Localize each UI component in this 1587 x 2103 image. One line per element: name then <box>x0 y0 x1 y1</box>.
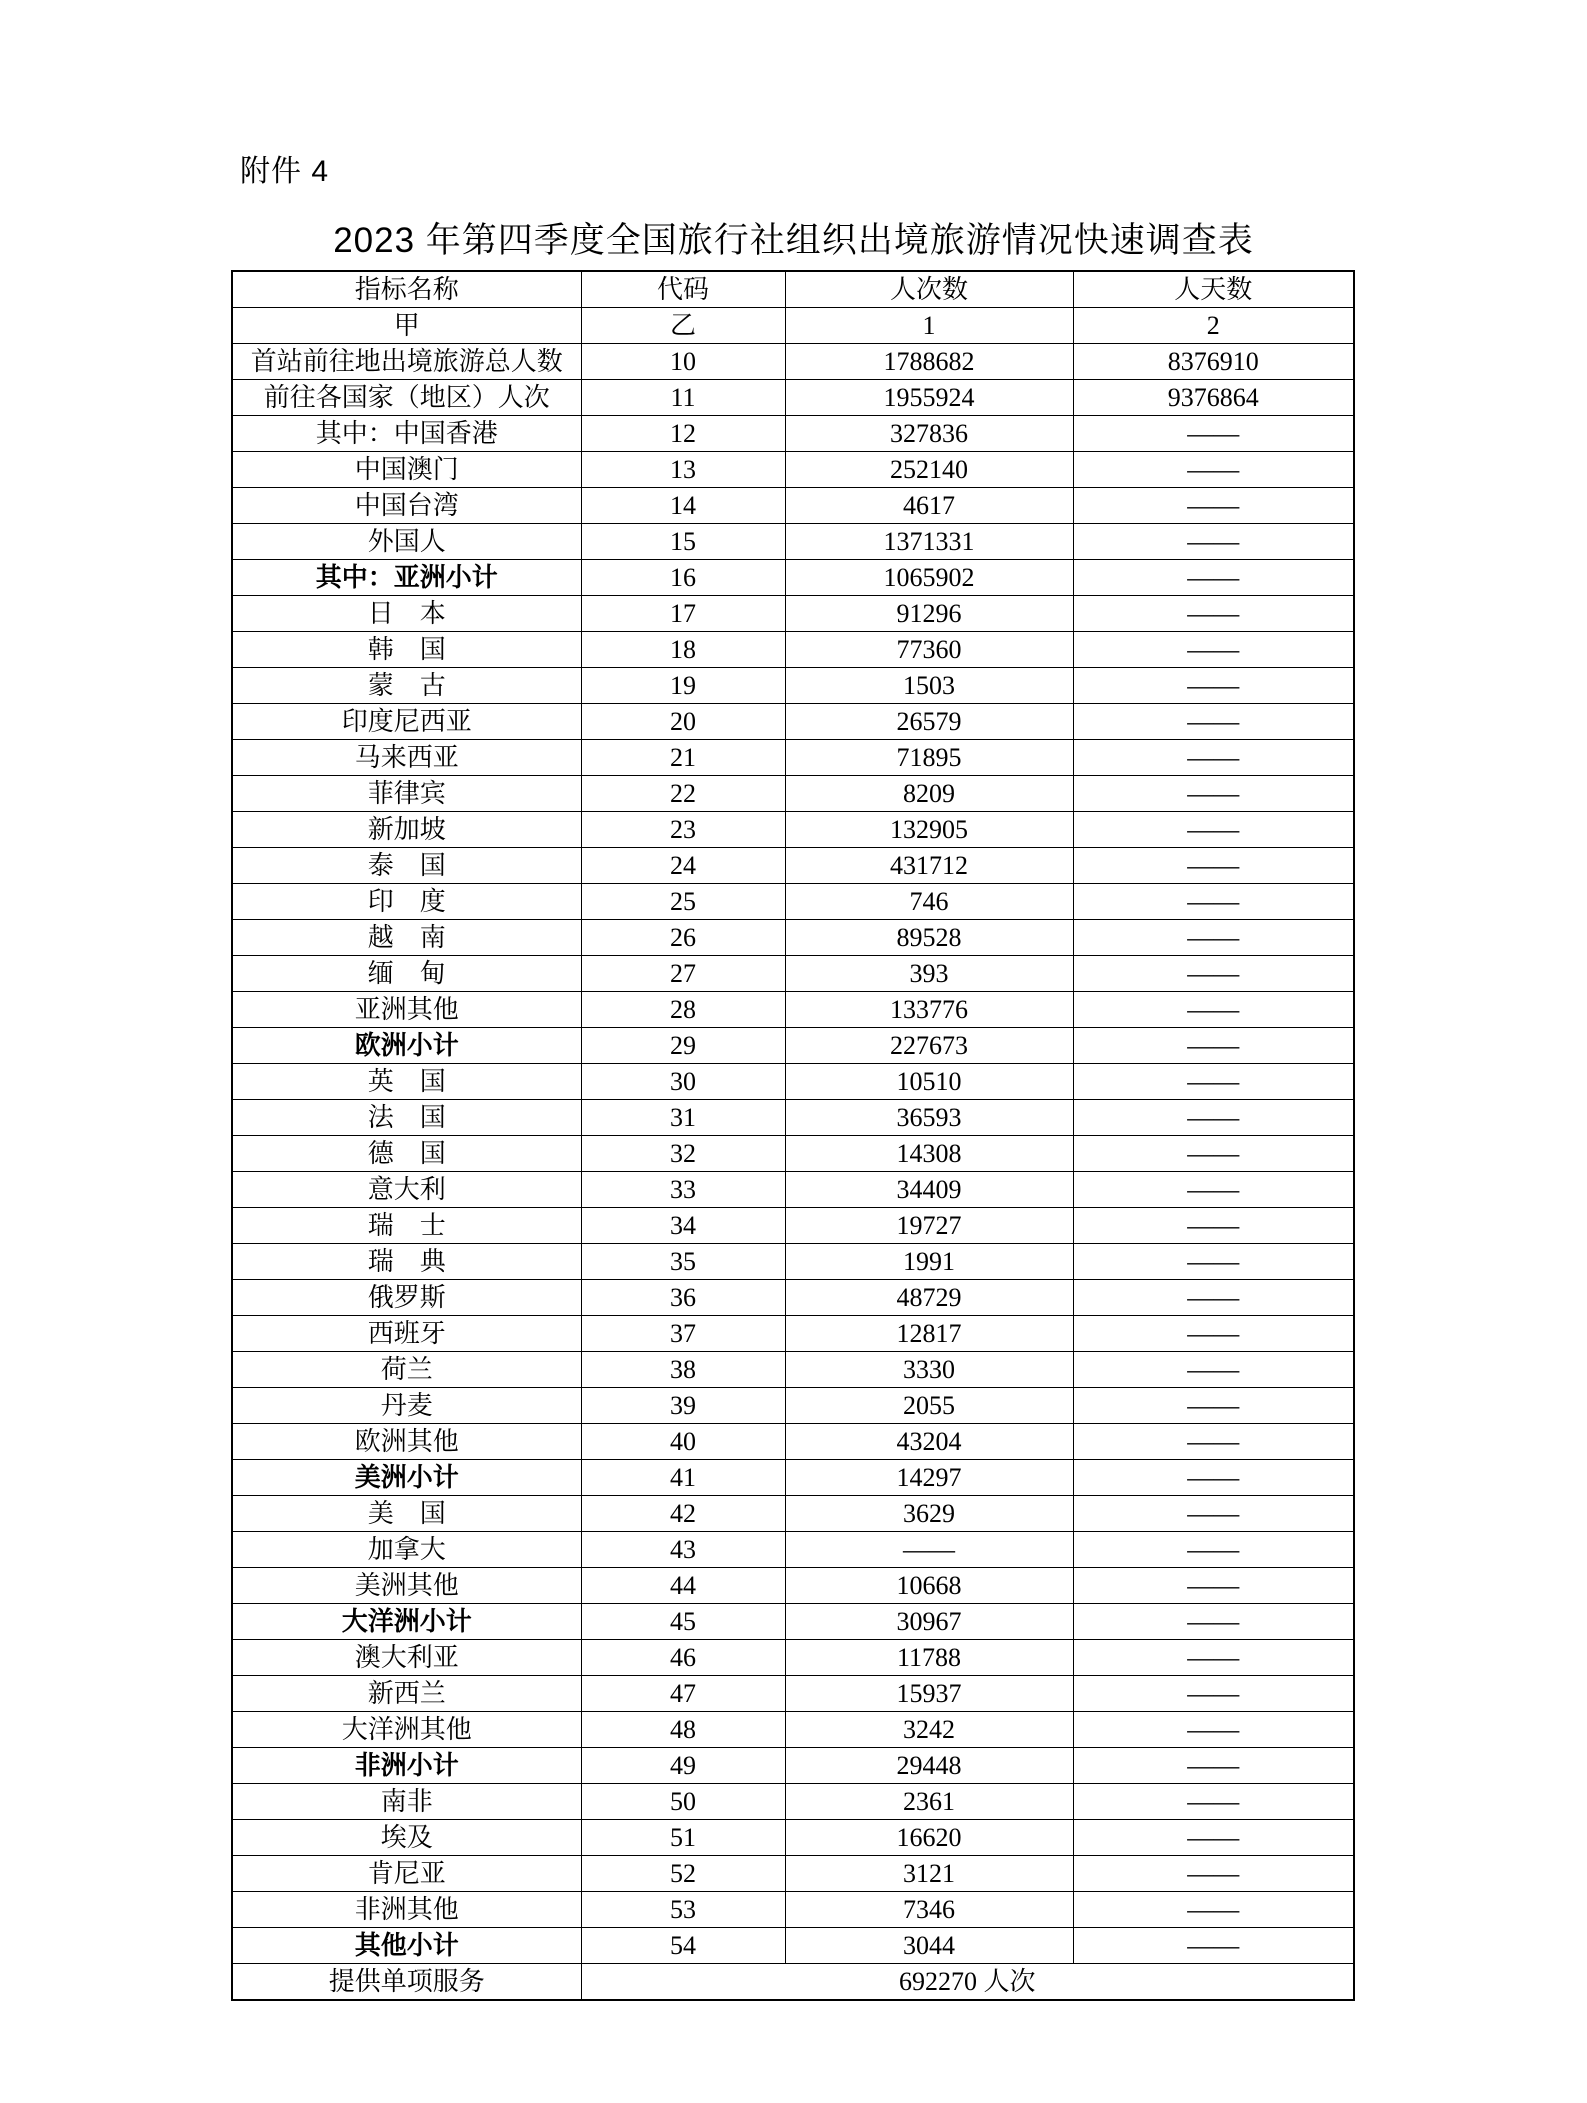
days-cell: —— <box>1073 1208 1354 1244</box>
header-row <box>232 271 1354 308</box>
code-cell: 10 <box>581 344 785 380</box>
indicator-name-cell: 欧洲其他 <box>232 1424 581 1460</box>
code-cell: 21 <box>581 740 785 776</box>
days-cell: —— <box>1073 1244 1354 1280</box>
trips-cell: 2055 <box>785 1388 1073 1424</box>
table-row <box>232 1208 1354 1244</box>
indicator-name-cell: 蒙 古 <box>232 668 581 704</box>
trips-cell: 133776 <box>785 992 1073 1028</box>
code-cell: 36 <box>581 1280 785 1316</box>
trips-cell: 1371331 <box>785 524 1073 560</box>
indicator-name-cell: 其中：亚洲小计 <box>232 560 581 596</box>
trips-cell: 30967 <box>785 1604 1073 1640</box>
days-cell: —— <box>1073 1496 1354 1532</box>
indicator-name-cell: 意大利 <box>232 1172 581 1208</box>
table-row <box>232 1748 1354 1784</box>
days-cell: —— <box>1073 560 1354 596</box>
trips-cell: 132905 <box>785 812 1073 848</box>
key-cell-trips: 1 <box>785 308 1073 344</box>
days-cell: —— <box>1073 848 1354 884</box>
days-cell: —— <box>1073 704 1354 740</box>
days-cell: —— <box>1073 1640 1354 1676</box>
trips-cell: 431712 <box>785 848 1073 884</box>
indicator-name-cell: 新西兰 <box>232 1676 581 1712</box>
table-row <box>232 704 1354 740</box>
indicator-name-cell: 印度尼西亚 <box>232 704 581 740</box>
days-cell: —— <box>1073 1532 1354 1568</box>
table-row <box>232 1712 1354 1748</box>
trips-cell: 327836 <box>785 416 1073 452</box>
indicator-name-cell: 泰 国 <box>232 848 581 884</box>
code-cell: 29 <box>581 1028 785 1064</box>
code-cell: 45 <box>581 1604 785 1640</box>
code-cell: 33 <box>581 1172 785 1208</box>
code-cell: 47 <box>581 1676 785 1712</box>
days-cell: —— <box>1073 632 1354 668</box>
code-cell: 49 <box>581 1748 785 1784</box>
table-row <box>232 1424 1354 1460</box>
indicator-name-cell: 印 度 <box>232 884 581 920</box>
table-row <box>232 1352 1354 1388</box>
table-row <box>232 1496 1354 1532</box>
trips-cell: 34409 <box>785 1172 1073 1208</box>
table-row <box>232 920 1354 956</box>
table-row <box>232 884 1354 920</box>
code-cell: 37 <box>581 1316 785 1352</box>
days-cell: —— <box>1073 956 1354 992</box>
trips-cell: 7346 <box>785 1892 1073 1928</box>
table-row <box>232 1820 1354 1856</box>
days-cell: —— <box>1073 1352 1354 1388</box>
trips-cell: 14308 <box>785 1136 1073 1172</box>
days-cell: 8376910 <box>1073 344 1354 380</box>
indicator-name-cell: 法 国 <box>232 1100 581 1136</box>
table-row <box>232 344 1354 380</box>
days-cell: —— <box>1073 740 1354 776</box>
table-row <box>232 488 1354 524</box>
code-cell: 40 <box>581 1424 785 1460</box>
days-cell: —— <box>1073 524 1354 560</box>
trips-cell: 48729 <box>785 1280 1073 1316</box>
table-row <box>232 1604 1354 1640</box>
code-cell: 27 <box>581 956 785 992</box>
trips-cell: 4617 <box>785 488 1073 524</box>
code-cell: 20 <box>581 704 785 740</box>
days-cell: —— <box>1073 1748 1354 1784</box>
code-cell: 30 <box>581 1064 785 1100</box>
days-cell: —— <box>1073 668 1354 704</box>
days-cell: —— <box>1073 1604 1354 1640</box>
code-cell: 11 <box>581 380 785 416</box>
code-cell: 51 <box>581 1820 785 1856</box>
trips-cell: 1065902 <box>785 560 1073 596</box>
code-cell: 14 <box>581 488 785 524</box>
table-row <box>232 668 1354 704</box>
trips-cell: 3121 <box>785 1856 1073 1892</box>
trips-cell: 14297 <box>785 1460 1073 1496</box>
table-row <box>232 1100 1354 1136</box>
survey-table <box>231 270 1355 2001</box>
code-cell: 43 <box>581 1532 785 1568</box>
indicator-name-cell: 首站前往地出境旅游总人数 <box>232 344 581 380</box>
service-row <box>232 1964 1354 2001</box>
trips-cell: 1955924 <box>785 380 1073 416</box>
code-cell: 22 <box>581 776 785 812</box>
trips-cell: 11788 <box>785 1640 1073 1676</box>
code-cell: 26 <box>581 920 785 956</box>
table-row <box>232 596 1354 632</box>
code-cell: 35 <box>581 1244 785 1280</box>
table-row <box>232 956 1354 992</box>
table-row <box>232 1784 1354 1820</box>
days-cell: —— <box>1073 1460 1354 1496</box>
indicator-name-cell: 亚洲其他 <box>232 992 581 1028</box>
indicator-name-cell: 美洲其他 <box>232 1568 581 1604</box>
code-cell: 15 <box>581 524 785 560</box>
days-cell: —— <box>1073 1280 1354 1316</box>
days-cell: —— <box>1073 884 1354 920</box>
days-cell: —— <box>1073 1064 1354 1100</box>
days-cell: —— <box>1073 1136 1354 1172</box>
trips-cell: 227673 <box>785 1028 1073 1064</box>
days-cell: —— <box>1073 992 1354 1028</box>
table-row <box>232 1532 1354 1568</box>
indicator-name-cell: 其他小计 <box>232 1928 581 1964</box>
indicator-name-cell: 丹麦 <box>232 1388 581 1424</box>
indicator-name-cell: 大洋洲其他 <box>232 1712 581 1748</box>
table-row <box>232 848 1354 884</box>
days-cell: —— <box>1073 1784 1354 1820</box>
indicator-name-cell: 肯尼亚 <box>232 1856 581 1892</box>
indicator-name-cell: 瑞 典 <box>232 1244 581 1280</box>
code-cell: 48 <box>581 1712 785 1748</box>
service-value-cell: 692270 人次 <box>581 1964 1354 2001</box>
indicator-name-cell: 俄罗斯 <box>232 1280 581 1316</box>
code-cell: 25 <box>581 884 785 920</box>
header-trips: 人次数 <box>785 271 1073 308</box>
indicator-name-cell: 中国澳门 <box>232 452 581 488</box>
indicator-name-cell: 前往各国家（地区）人次 <box>232 380 581 416</box>
indicator-name-cell: 越 南 <box>232 920 581 956</box>
indicator-name-cell: 韩 国 <box>232 632 581 668</box>
code-cell: 46 <box>581 1640 785 1676</box>
code-cell: 52 <box>581 1856 785 1892</box>
indicator-name-cell: 非洲小计 <box>232 1748 581 1784</box>
indicator-name-cell: 大洋洲小计 <box>232 1604 581 1640</box>
days-cell: —— <box>1073 1028 1354 1064</box>
table-row <box>232 740 1354 776</box>
table-row <box>232 380 1354 416</box>
code-cell: 24 <box>581 848 785 884</box>
code-cell: 44 <box>581 1568 785 1604</box>
trips-cell: 393 <box>785 956 1073 992</box>
trips-cell: 1991 <box>785 1244 1073 1280</box>
days-cell: —— <box>1073 1568 1354 1604</box>
indicator-name-cell: 日 本 <box>232 596 581 632</box>
indicator-name-cell: 德 国 <box>232 1136 581 1172</box>
indicator-name-cell: 西班牙 <box>232 1316 581 1352</box>
trips-cell: 29448 <box>785 1748 1073 1784</box>
trips-cell: 91296 <box>785 596 1073 632</box>
code-cell: 12 <box>581 416 785 452</box>
table-head <box>232 271 1354 344</box>
code-cell: 19 <box>581 668 785 704</box>
indicator-name-cell: 南非 <box>232 1784 581 1820</box>
table-row <box>232 1892 1354 1928</box>
days-cell: —— <box>1073 1388 1354 1424</box>
header-days: 人天数 <box>1073 271 1354 308</box>
indicator-name-cell: 埃及 <box>232 1820 581 1856</box>
indicator-name-cell: 中国台湾 <box>232 488 581 524</box>
trips-cell: 16620 <box>785 1820 1073 1856</box>
trips-cell: 1788682 <box>785 344 1073 380</box>
key-cell-code: 乙 <box>581 308 785 344</box>
table-row <box>232 524 1354 560</box>
table-row <box>232 1028 1354 1064</box>
attachment-label: 附件 4 <box>240 155 330 188</box>
table-row <box>232 416 1354 452</box>
table-row <box>232 1568 1354 1604</box>
days-cell: —— <box>1073 1820 1354 1856</box>
table-row <box>232 1928 1354 1964</box>
code-cell: 13 <box>581 452 785 488</box>
table-row <box>232 1136 1354 1172</box>
days-cell: —— <box>1073 776 1354 812</box>
indicator-name-cell: 菲律宾 <box>232 776 581 812</box>
table-row <box>232 1280 1354 1316</box>
days-cell: —— <box>1073 488 1354 524</box>
header-code: 代码 <box>581 271 785 308</box>
trips-cell: 10668 <box>785 1568 1073 1604</box>
trips-cell: 36593 <box>785 1100 1073 1136</box>
trips-cell: 43204 <box>785 1424 1073 1460</box>
days-cell: —— <box>1073 1712 1354 1748</box>
table-row <box>232 1172 1354 1208</box>
trips-cell: 89528 <box>785 920 1073 956</box>
indicator-name-cell: 荷兰 <box>232 1352 581 1388</box>
trips-cell: 12817 <box>785 1316 1073 1352</box>
days-cell: —— <box>1073 416 1354 452</box>
days-cell: —— <box>1073 1316 1354 1352</box>
header-indicator-name: 指标名称 <box>232 271 581 308</box>
indicator-name-cell: 其中：中国香港 <box>232 416 581 452</box>
trips-cell: 8209 <box>785 776 1073 812</box>
indicator-name-cell: 澳大利亚 <box>232 1640 581 1676</box>
trips-cell: 10510 <box>785 1064 1073 1100</box>
table-row <box>232 1244 1354 1280</box>
days-cell: —— <box>1073 1424 1354 1460</box>
table-row <box>232 1856 1354 1892</box>
indicator-name-cell: 马来西亚 <box>232 740 581 776</box>
days-cell: —— <box>1073 812 1354 848</box>
code-cell: 28 <box>581 992 785 1028</box>
code-cell: 17 <box>581 596 785 632</box>
trips-cell: —— <box>785 1532 1073 1568</box>
code-cell: 50 <box>581 1784 785 1820</box>
indicator-name-cell: 外国人 <box>232 524 581 560</box>
days-cell: 9376864 <box>1073 380 1354 416</box>
indicator-name-cell: 加拿大 <box>232 1532 581 1568</box>
survey-table-body <box>232 344 1354 2001</box>
trips-cell: 3242 <box>785 1712 1073 1748</box>
trips-cell: 252140 <box>785 452 1073 488</box>
indicator-name-cell: 英 国 <box>232 1064 581 1100</box>
table-row <box>232 1388 1354 1424</box>
days-cell: —— <box>1073 1928 1354 1964</box>
service-name-cell: 提供单项服务 <box>232 1964 581 2001</box>
trips-cell: 2361 <box>785 1784 1073 1820</box>
indicator-name-cell: 美 国 <box>232 1496 581 1532</box>
code-cell: 53 <box>581 1892 785 1928</box>
code-cell: 31 <box>581 1100 785 1136</box>
indicator-name-cell: 美洲小计 <box>232 1460 581 1496</box>
code-cell: 34 <box>581 1208 785 1244</box>
code-cell: 18 <box>581 632 785 668</box>
code-cell: 39 <box>581 1388 785 1424</box>
trips-cell: 746 <box>785 884 1073 920</box>
key-cell-days: 2 <box>1073 308 1354 344</box>
trips-cell: 15937 <box>785 1676 1073 1712</box>
table-row <box>232 1640 1354 1676</box>
indicator-name-cell: 欧洲小计 <box>232 1028 581 1064</box>
code-cell: 54 <box>581 1928 785 1964</box>
days-cell: —— <box>1073 1892 1354 1928</box>
trips-cell: 3044 <box>785 1928 1073 1964</box>
trips-cell: 26579 <box>785 704 1073 740</box>
trips-cell: 19727 <box>785 1208 1073 1244</box>
table-row <box>232 1064 1354 1100</box>
table-row <box>232 452 1354 488</box>
indicator-name-cell: 新加坡 <box>232 812 581 848</box>
page-title: 2023 年第四季度全国旅行社组织出境旅游情况快速调查表 <box>333 221 1254 260</box>
indicator-name-cell: 瑞 士 <box>232 1208 581 1244</box>
column-key-row <box>232 308 1354 344</box>
code-cell: 16 <box>581 560 785 596</box>
code-cell: 38 <box>581 1352 785 1388</box>
table-row <box>232 992 1354 1028</box>
trips-cell: 3629 <box>785 1496 1073 1532</box>
days-cell: —— <box>1073 1856 1354 1892</box>
days-cell: —— <box>1073 1172 1354 1208</box>
table-row <box>232 560 1354 596</box>
trips-cell: 3330 <box>785 1352 1073 1388</box>
table-row <box>232 812 1354 848</box>
code-cell: 41 <box>581 1460 785 1496</box>
key-cell-indicator: 甲 <box>232 308 581 344</box>
trips-cell: 71895 <box>785 740 1073 776</box>
table-row <box>232 776 1354 812</box>
days-cell: —— <box>1073 1100 1354 1136</box>
trips-cell: 1503 <box>785 668 1073 704</box>
trips-cell: 77360 <box>785 632 1073 668</box>
code-cell: 32 <box>581 1136 785 1172</box>
code-cell: 42 <box>581 1496 785 1532</box>
table-row <box>232 632 1354 668</box>
days-cell: —— <box>1073 452 1354 488</box>
days-cell: —— <box>1073 596 1354 632</box>
table-row <box>232 1316 1354 1352</box>
indicator-name-cell: 缅 甸 <box>232 956 581 992</box>
table-row <box>232 1460 1354 1496</box>
days-cell: —— <box>1073 1676 1354 1712</box>
table-row <box>232 1676 1354 1712</box>
days-cell: —— <box>1073 920 1354 956</box>
indicator-name-cell: 非洲其他 <box>232 1892 581 1928</box>
code-cell: 23 <box>581 812 785 848</box>
